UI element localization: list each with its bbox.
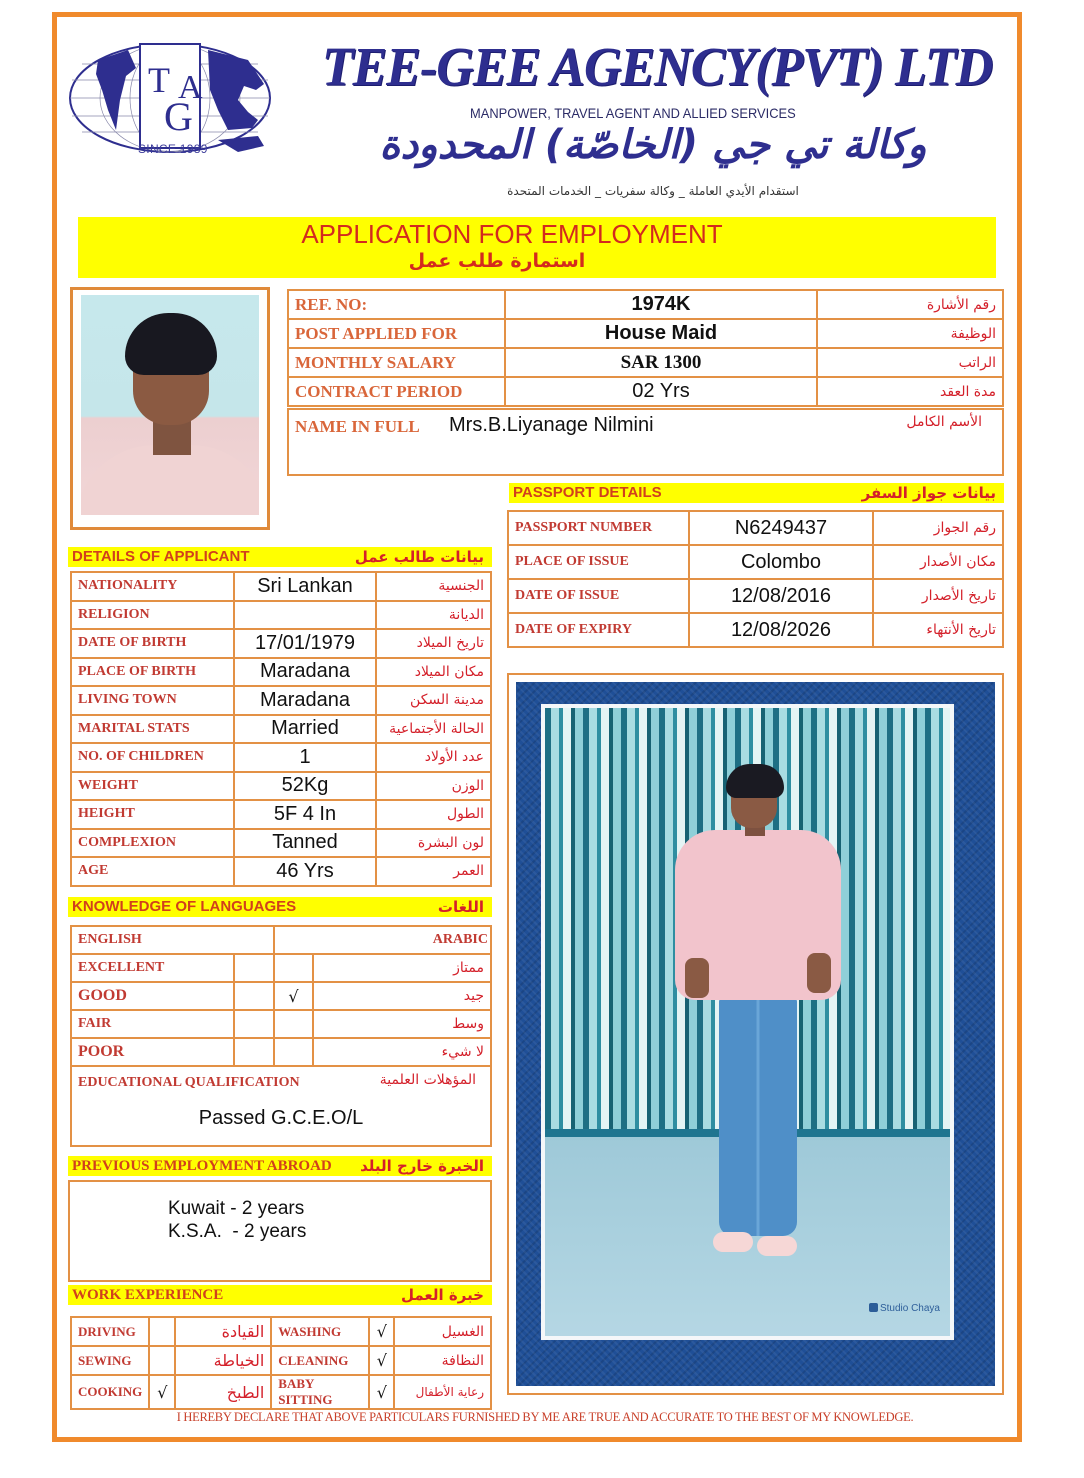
nationality-label: NATIONALITY [71,572,234,601]
passport-section-title: PASSPORT DETAILS [513,484,662,501]
date-of-expiry-arabic: تاريخ الأنتهاء [873,613,1003,647]
education-arabic: المؤهلات العلمية [379,1072,476,1088]
table-row [71,1038,491,1066]
languages-section-title-arabic: اللغات [437,898,484,916]
date-of-expiry-label: DATE OF EXPIRY [508,613,689,647]
post-applied-value: House Maid [505,319,817,348]
date-of-expiry-value: 12/08/2026 [689,613,873,647]
applicant-table [70,571,492,887]
arabic-poor-checkbox[interactable] [274,1038,313,1066]
arabic-column-header: ARABIC [274,926,491,954]
sewing-arabic: الخياطة [175,1346,271,1375]
complexion-label: COMPLEXION [71,829,234,858]
english-fair-checkbox[interactable] [234,1010,274,1038]
svg-text:G: G [164,94,193,139]
work-experience-table [70,1316,492,1410]
monthly-salary-label: MONTHLY SALARY [288,348,505,377]
form-title-arabic: استمارة طلب عمل [408,250,586,272]
date-of-issue-arabic: تاريخ الأصدار [873,579,1003,613]
excellent-label: EXCELLENT [71,954,234,982]
living-town-arabic: مدينة السكن [376,686,491,715]
full-body-photo [507,673,1004,1395]
passport-section-title-arabic: بيانات جواز السفر [861,484,996,502]
cooking-arabic: الطبخ [175,1375,271,1409]
table-row [288,348,1003,377]
previous-employment-header [68,1156,492,1176]
previous-employment-box [68,1180,492,1282]
english-poor-checkbox[interactable] [234,1038,274,1066]
studio-logo-icon [869,1303,878,1312]
weight-value: 52Kg [234,772,376,801]
work-experience-title-arabic: خبرة العمل [400,1286,484,1304]
english-good-checkbox[interactable] [234,982,274,1010]
sewing-checkbox[interactable] [149,1346,175,1375]
table-row [71,800,491,829]
photo-mat [541,704,954,1340]
age-value: 46 Yrs [234,857,376,886]
photo-mosaic-border [516,682,995,1386]
height-value: 5F 4 In [234,800,376,829]
table-row [288,377,1003,406]
cooking-label: COOKING [71,1375,149,1409]
ref-no-value: 1974K [505,290,817,319]
passport-table [507,510,1004,648]
cleaning-label: CLEANING [271,1346,369,1375]
marital-status-value: Married [234,715,376,744]
date-of-birth-arabic: تاريخ الميلاد [376,629,491,658]
religion-label: RELIGION [71,601,234,630]
arabic-excellent-checkbox[interactable] [274,954,313,982]
date-of-issue-label: DATE OF ISSUE [508,579,689,613]
washing-label: WASHING [271,1317,369,1346]
fair-arabic: وسط [313,1010,491,1038]
date-of-birth-label: DATE OF BIRTH [71,629,234,658]
table-row [288,290,1003,319]
table-row [71,743,491,772]
full-name-label: NAME IN FULL [295,417,420,436]
table-row [508,545,1003,579]
contract-period-label: CONTRACT PERIOD [288,377,505,406]
monthly-salary-arabic: الراتب [817,348,1003,377]
washing-checkbox[interactable]: √ [369,1317,394,1346]
cooking-checkbox[interactable]: √ [149,1375,175,1409]
full-name-box [287,408,1004,476]
svg-text:T: T [148,60,170,100]
table-row [71,715,491,744]
date-of-birth-value: 17/01/1979 [234,629,376,658]
table-row [71,601,491,630]
table-row [71,1317,491,1346]
height-label: HEIGHT [71,800,234,829]
form-title: APPLICATION FOR EMPLOYMENT [301,219,723,249]
ref-no-label: REF. NO: [288,290,505,319]
marital-status-label: MARITAL STATS [71,715,234,744]
languages-section-header [68,897,492,917]
marital-status-arabic: الحالة الأجتماعية [376,715,491,744]
nationality-arabic: الجنسية [376,572,491,601]
driving-checkbox[interactable] [149,1317,175,1346]
table-row [508,613,1003,647]
poor-arabic: لا شيء [313,1038,491,1066]
education-value: Passed G.C.E.O/L [198,1107,364,1129]
good-label: GOOD [71,982,234,1010]
table-row [508,511,1003,545]
table-row [71,829,491,858]
complexion-value: Tanned [234,829,376,858]
company-name: TEE-GEE AGENCY(PVT) LTD [321,37,993,98]
declaration-text: I HEREBY DECLARE THAT ABOVE PARTICULARS FURNISHED BY ME ARE TRUE AND ACCURATE TO THE BEST OF MY KNOWLEDGE. [176,1410,914,1424]
weight-label: WEIGHT [71,772,234,801]
place-of-issue-arabic: مكان الأصدار [873,545,1003,579]
languages-section-title: KNOWLEDGE OF LANGUAGES [72,898,297,915]
post-applied-arabic: الوظيفة [817,319,1003,348]
table-row [71,926,491,954]
company-subtitle-arabic: استقدام الأيدي العاملة _ وكالة سفريات _ الخدمات المتحدة [507,184,799,198]
age-label: AGE [71,857,234,886]
driving-arabic: القيادة [175,1317,271,1346]
children-arabic: عدد الأولاد [376,743,491,772]
tga-globe-logo-icon [68,40,272,158]
table-row [71,1066,491,1146]
weight-arabic: الوزن [376,772,491,801]
place-of-birth-label: PLACE OF BIRTH [71,658,234,687]
excellent-arabic: ممتاز [313,954,491,982]
ref-no-arabic: رقم الأشارة [817,290,1003,319]
portrait-image [81,295,259,515]
baby-sitting-arabic: رعاية الأطفال [394,1375,491,1409]
baby-sitting-label: BABY SITTING [271,1375,369,1409]
passport-photo [70,287,270,530]
table-row [71,772,491,801]
children-value: 1 [234,743,376,772]
passport-section-header [509,483,1004,503]
living-town-value: Maradana [234,686,376,715]
studio-watermark: Studio Chaya [869,1303,940,1314]
washing-arabic: الغسيل [394,1317,491,1346]
table-row [508,579,1003,613]
cleaning-arabic: النظافة [394,1346,491,1375]
fair-label: FAIR [71,1010,234,1038]
poor-label: POOR [71,1038,234,1066]
height-arabic: الطول [376,800,491,829]
table-row [71,1010,491,1038]
previous-employment-title: PREVIOUS EMPLOYMENT ABROAD [72,1158,332,1174]
work-experience-header [68,1285,492,1305]
work-experience-title: WORK EXPERIENCE [72,1287,224,1303]
education-label: EDUCATIONAL QUALIFICATION [78,1075,300,1090]
full-name-arabic: الأسم الكامل [906,414,982,430]
since-year: SINCE 1989 [138,142,208,156]
company-name-arabic: وكالة تي جي (الخاصّة) المحدودة [379,122,927,168]
previous-employment-title-arabic: الخبرة خارج البلد [360,1157,484,1175]
table-row [71,629,491,658]
passport-number-value: N6249437 [689,511,873,545]
company-tagline: MANPOWER, TRAVEL AGENT AND ALLIED SERVICES [470,105,796,121]
religion-value [234,601,376,630]
english-column-header: ENGLISH [71,926,274,954]
nationality-value: Sri Lankan [234,572,376,601]
full-body-image [545,708,950,1336]
table-row [71,954,491,982]
monthly-salary-value: SAR 1300 [505,348,817,377]
children-label: NO. OF CHILDREN [71,743,234,772]
table-row [71,1346,491,1375]
age-arabic: العمر [376,857,491,886]
place-of-birth-value: Maradana [234,658,376,687]
table-row [71,572,491,601]
good-arabic: جيد [313,982,491,1010]
religion-arabic: الديانة [376,601,491,630]
cleaning-checkbox[interactable]: √ [369,1346,394,1375]
summary-table [287,289,1004,407]
date-of-issue-value: 12/08/2016 [689,579,873,613]
passport-number-label: PASSPORT NUMBER [508,511,689,545]
full-name-value: Mrs.B.Liyanage Nilmini [449,414,654,436]
table-row [71,658,491,687]
table-row [71,1375,491,1409]
previous-employment-line: K.S.A. - 2 years [168,1221,307,1242]
education-cell [71,1066,491,1146]
contract-period-arabic: مدة العقد [817,377,1003,406]
table-row [71,857,491,886]
table-row [71,686,491,715]
driving-label: DRIVING [71,1317,149,1346]
arabic-fair-checkbox[interactable] [274,1010,313,1038]
place-of-issue-label: PLACE OF ISSUE [508,545,689,579]
place-of-birth-arabic: مكان الميلاد [376,658,491,687]
arabic-good-checkbox[interactable]: √ [274,982,313,1010]
place-of-issue-value: Colombo [689,545,873,579]
applicant-section-title-arabic: بيانات طالب عمل [354,548,484,566]
sewing-label: SEWING [71,1346,149,1375]
table-row [288,319,1003,348]
baby-sitting-checkbox[interactable]: √ [369,1375,394,1409]
contract-period-value: 02 Yrs [505,377,817,406]
complexion-arabic: لون البشرة [376,829,491,858]
table-row [71,982,491,1010]
languages-table [70,925,492,1147]
passport-number-arabic: رقم الجواز [873,511,1003,545]
living-town-label: LIVING TOWN [71,686,234,715]
post-applied-label: POST APPLIED FOR [288,319,505,348]
form-title-band [78,217,996,278]
applicant-section-title: DETAILS OF APPLICANT [72,548,250,565]
previous-employment-line: Kuwait - 2 years [168,1198,305,1219]
applicant-section-header [68,547,492,567]
english-excellent-checkbox[interactable] [234,954,274,982]
svg-text:A: A [178,69,203,106]
